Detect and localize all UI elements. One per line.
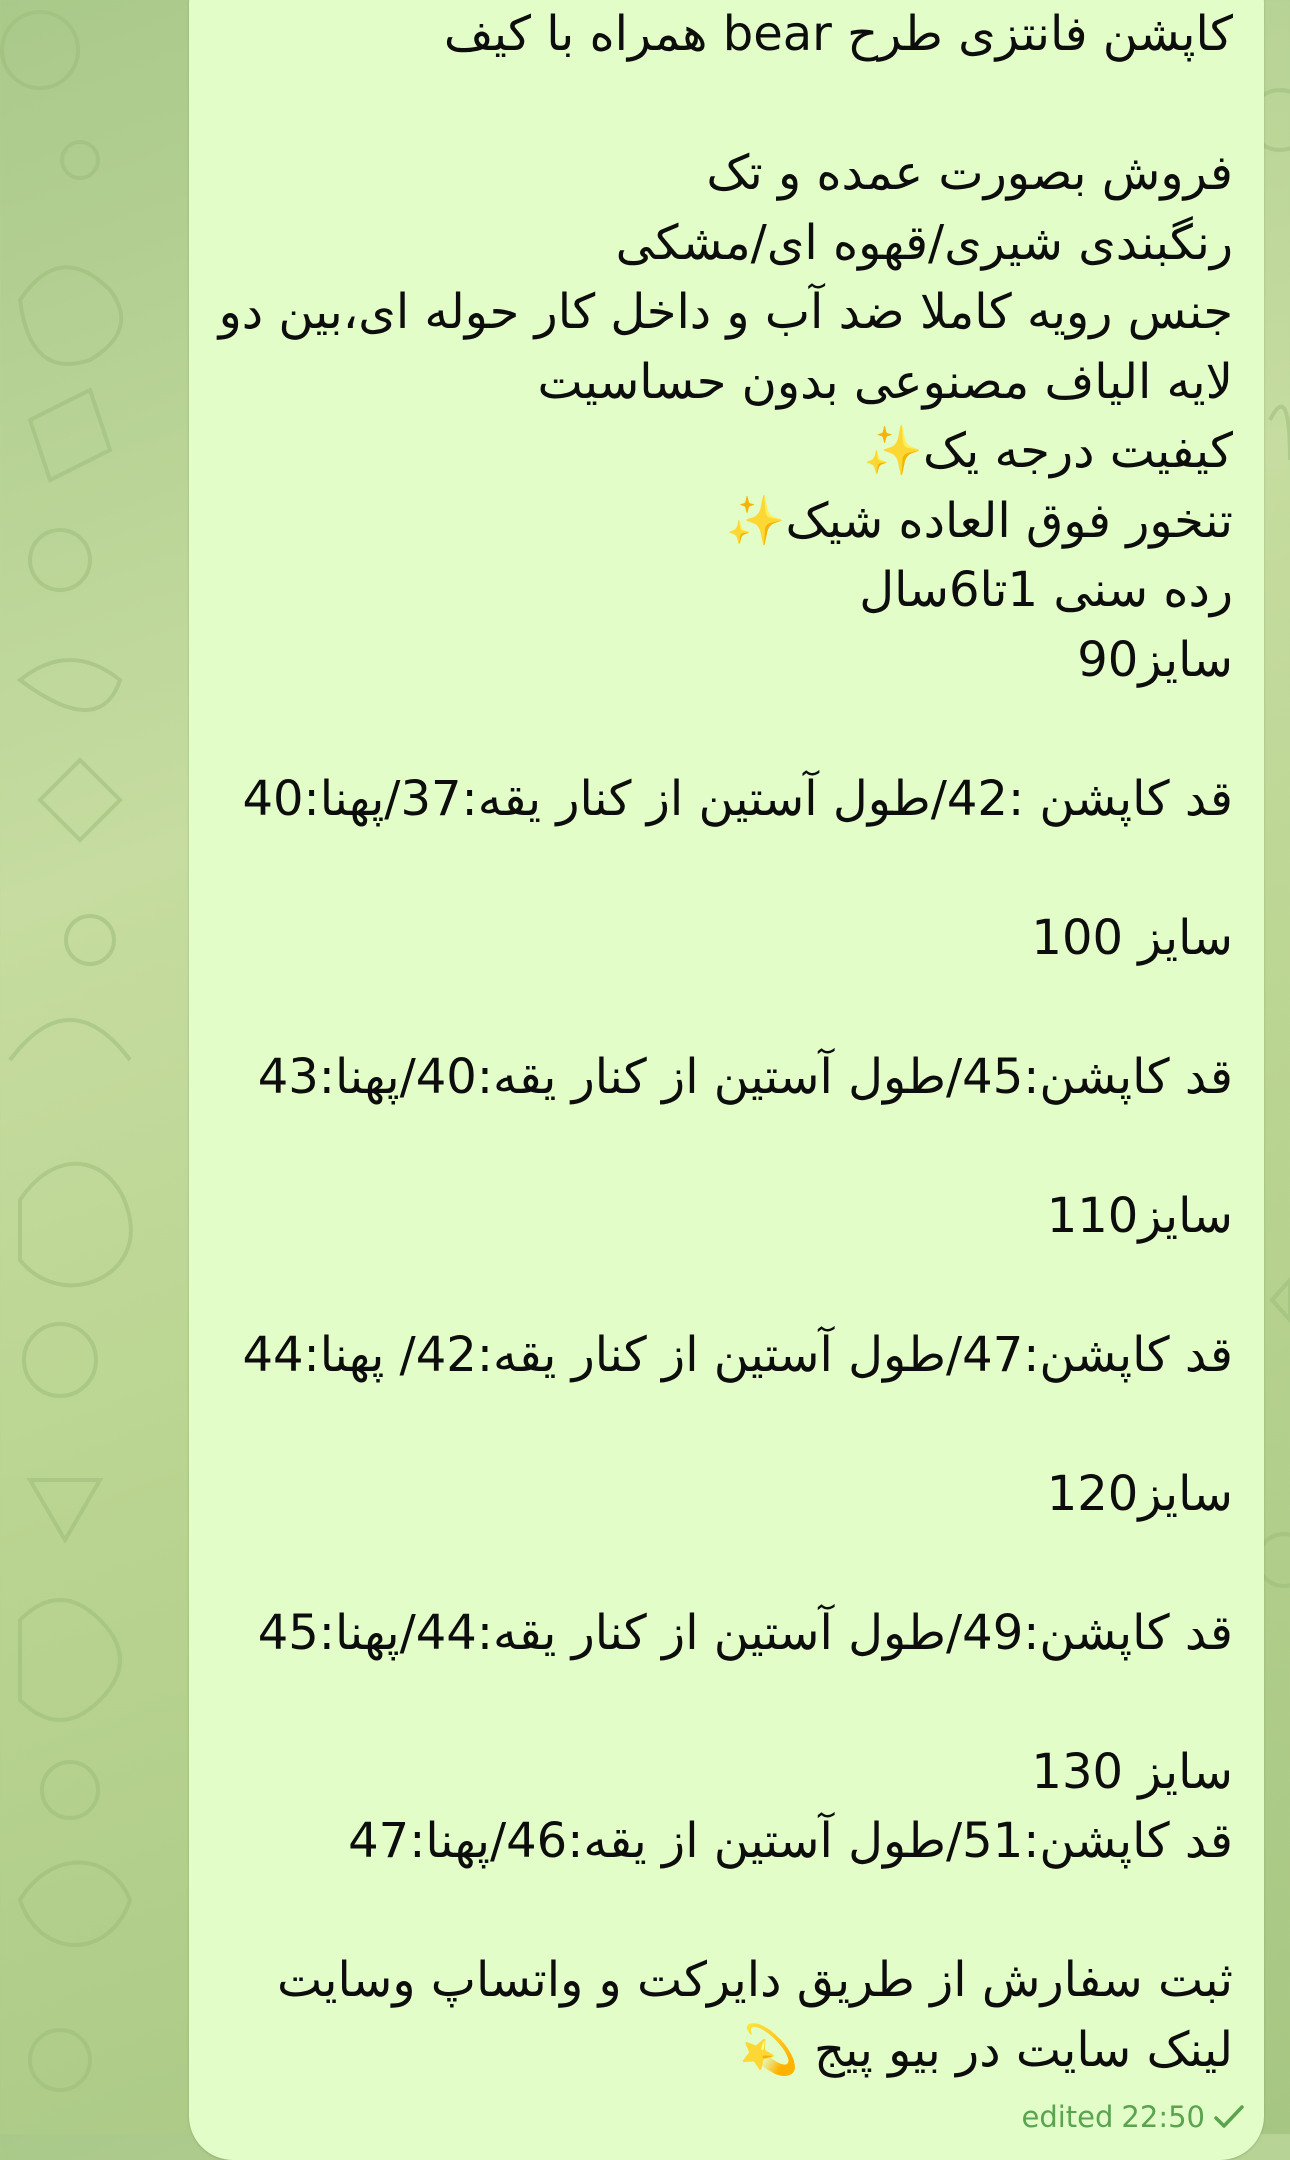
message-line: رده سنی 1تا6سال (859, 562, 1233, 618)
message-meta (1021, 2100, 1245, 2134)
message-line: سایز 100 (1031, 909, 1233, 966)
message-line: ثبت سفارش از طریق دایرکت و واتساپ وسایت (276, 1952, 1233, 2008)
message-line: قد کاپشن:47/طول آستین از کنار یقه:42/ پهنا:44 (242, 1326, 1233, 1383)
message-line: قد کاپشن:49/طول آستین از کنار یقه:44/پهنا:45 (257, 1604, 1233, 1661)
blank-line (219, 1877, 1233, 1947)
message-line: قد کاپشن:51/طول آستین از یقه:46/پهنا:47 (348, 1813, 1233, 1869)
message-line: فروش بصورت عمده و تک (706, 145, 1233, 201)
message-line: سایز120 (1046, 1465, 1233, 1522)
blank-line (219, 973, 1233, 1043)
blank-line (219, 1251, 1233, 1321)
blank-line (219, 1112, 1233, 1182)
blank-line (219, 695, 1233, 765)
message-line: لایه الیاف مصنوعی بدون حساسیت (537, 353, 1233, 410)
message-line: تنخور فوق العاده شیک✨ (725, 492, 1233, 549)
message-line: کاپشن فانتزی طرح bear همراه با کیف (443, 6, 1233, 62)
message-line: کیفیت درجه یک✨ (863, 423, 1233, 479)
blank-line (219, 70, 1233, 140)
message-text (219, 0, 1233, 2085)
blank-line (219, 1668, 1233, 1738)
message-line: رنگبندی شیری/قهوه ای/مشکی (615, 214, 1233, 271)
message-line: جنس رویه کاملا ضد آب و داخل کار حوله ای،بین دو (218, 284, 1233, 340)
message-line: لینک سایت در بیو پیج 💫 (739, 2021, 1233, 2078)
message-time: 22:50 (1121, 2100, 1205, 2134)
blank-line (219, 1529, 1233, 1599)
blank-line (219, 1390, 1233, 1460)
blank-line (219, 834, 1233, 904)
message-line: سایز 130 (1031, 1743, 1233, 1800)
message-line: قد کاپشن:45/طول آستین از کنار یقه:40/پهنا:43 (257, 1048, 1233, 1105)
message-line: قد کاپشن :42/طول آستین از کنار یقه:37/پهنا:40 (242, 770, 1233, 827)
message-line: سایز90 (1077, 631, 1233, 688)
single-check-icon (1213, 2104, 1245, 2130)
message-line: سایز110 (1046, 1187, 1233, 1244)
edited-label: edited (1021, 2100, 1114, 2134)
